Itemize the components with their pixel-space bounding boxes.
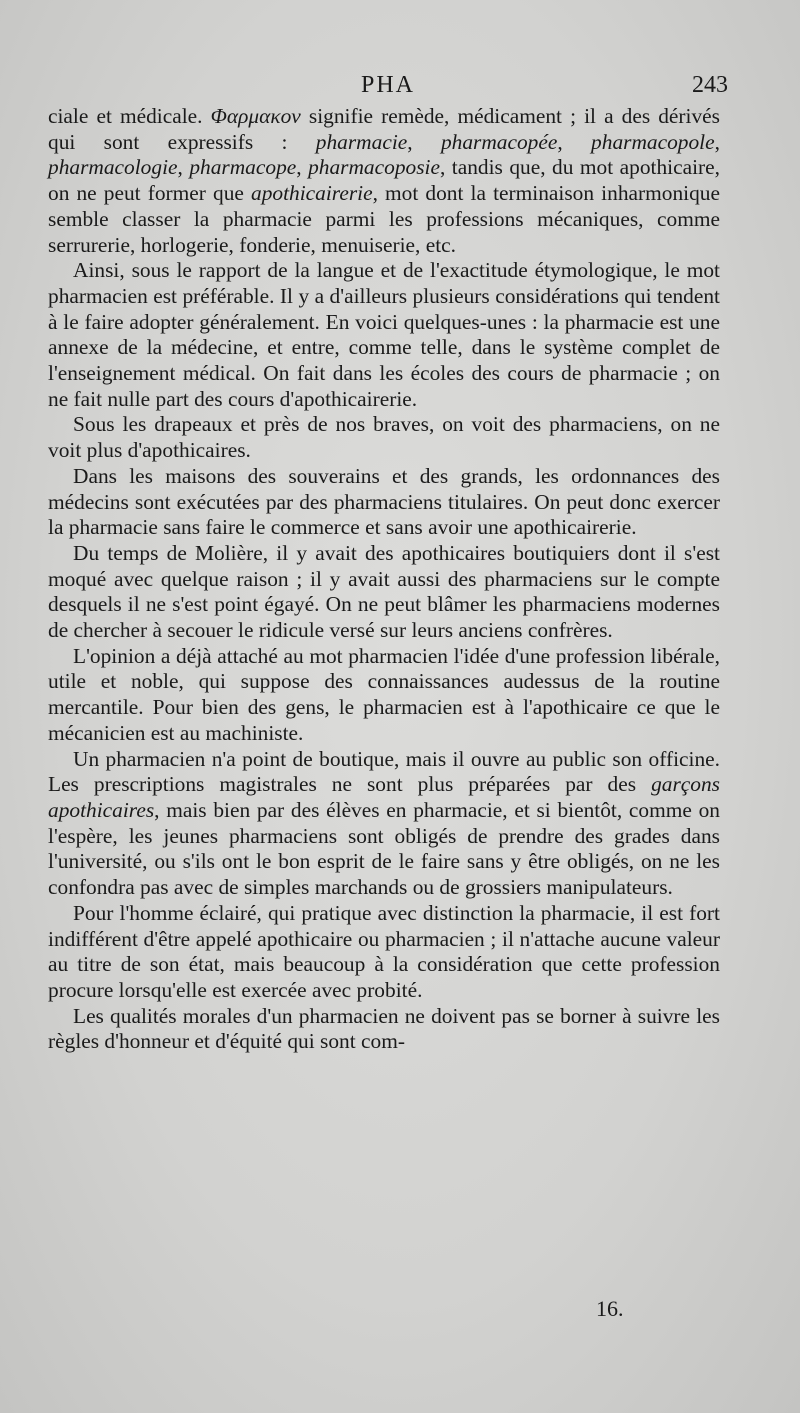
text-run: Ainsi, sous le rapport de la langue et de l'exactitude étymologique, le mot pharmacien est préférable. Il y a d'ailleurs plusieurs considérations qui tendent à le faire adopter généralement. En voici quelques-unes : la pharmacie est une annexe de la médecine, et entre, comme telle, dans le système complet de l'enseignement médical. On fait dans les écoles des cours de pharmacie ; on ne fait nulle part des cours d'apothicairerie. (48, 258, 720, 411)
text-run: Dans les maisons des souverains et des grands, les ordonnances des médecins sont exécutées par des pharmaciens titulaires. On peut donc exercer la pharmacie sans faire le commerce et sans avoir une apothicairerie. (48, 463, 720, 540)
italic-text: garçons apothicaires (48, 772, 720, 822)
text-run: , mais bien par des élèves en pharmacie, et si bientôt, comme on l'espère, les jeunes pharmaciens sont obligés de prendre des grades dans l'université, ou s'ils ont le bon esprit de le faire sans y être obligés, on ne les confondra pas avec de simples marchands ou de grossiers manipulateurs. (48, 797, 720, 900)
italic-text: Φαρμακον (210, 104, 301, 128)
text-run: , (296, 155, 309, 180)
paragraph (48, 644, 720, 747)
text-run: signifie remède, médicament ; il a des dérivés qui sont expressifs : (48, 104, 720, 154)
text-run: , (557, 129, 592, 154)
paragraph (48, 1004, 720, 1055)
signature-mark: 16. (596, 1296, 624, 1321)
text-run: Pour l'homme éclairé, qui pratique avec distinction la pharmacie, il est fort indifférent d'être appelé apothicaire ou pharmacien ; il n'attache aucune valeur au titre de son état, mais beaucoup à la considération que cette profession procure lorsqu'elle est exercée avec probité. (48, 900, 720, 1002)
page-number: 243 (692, 72, 728, 98)
running-head: PHA (360, 72, 415, 98)
text-run: , (177, 155, 190, 180)
italic-text: pharmacoposie (308, 155, 440, 180)
italic-text: pharmacopée (440, 129, 558, 154)
text-run: , (714, 129, 720, 154)
paragraph (48, 901, 720, 1004)
text-run: , mot dont la terminaison inharmonique semble classer la pharmacie parmi les professions mécaniques, comme serrurerie, horlogerie, fonderie, menuiserie, etc. (48, 181, 720, 257)
paragraph (48, 412, 720, 463)
text-run: Un pharmacien n'a point de boutique, mais il ouvre au public son officine. Les prescriptions magistrales ne sont plus préparées par des (48, 746, 720, 797)
text-run: L'opinion a déjà attaché au mot pharmacien l'idée d'une profession libérale, utile et noble, qui suppose des connaissances audessus de la routine mercantile. Pour bien des gens, le pharmacien est à l'apothicaire ce que le mécanicien est au machiniste. (48, 643, 720, 745)
paragraph (48, 747, 720, 901)
paragraph (48, 464, 720, 541)
italic-text: apothicairerie (251, 181, 373, 206)
text-run: Sous les drapeaux et près de nos braves, on voit des pharmaciens, on ne voit plus d'apothicaires. (48, 412, 720, 463)
italic-text: pharmacologie (48, 155, 178, 180)
italic-text: pharmacie (315, 129, 408, 154)
paragraph (48, 258, 720, 412)
text-run: Les qualités morales d'un pharmacien ne doivent pas se borner à suivre les règles d'honneur et d'équité qui sont com- (48, 1003, 720, 1054)
paragraph (48, 104, 720, 258)
text-run: ciale et médicale. (48, 104, 211, 128)
text-run: Du temps de Molière, il y avait des apothicaires boutiquiers dont il s'est moqué avec quelque raison ; il y avait aussi des pharmaciens sur le compte desquels il ne s'est point égayé. On ne peut blâmer les pharmaciens modernes de chercher à secouer le ridicule versé sur leurs anciens confrères. (48, 540, 720, 643)
paragraph (48, 541, 720, 644)
text-run: , (407, 129, 441, 154)
body-text (48, 104, 720, 1055)
page-header (48, 72, 728, 102)
italic-text: pharmacope (189, 155, 297, 180)
italic-text: pharmacopole (591, 129, 715, 154)
text-run: , tandis que, du mot apothicaire, on ne peut former que (48, 155, 720, 206)
